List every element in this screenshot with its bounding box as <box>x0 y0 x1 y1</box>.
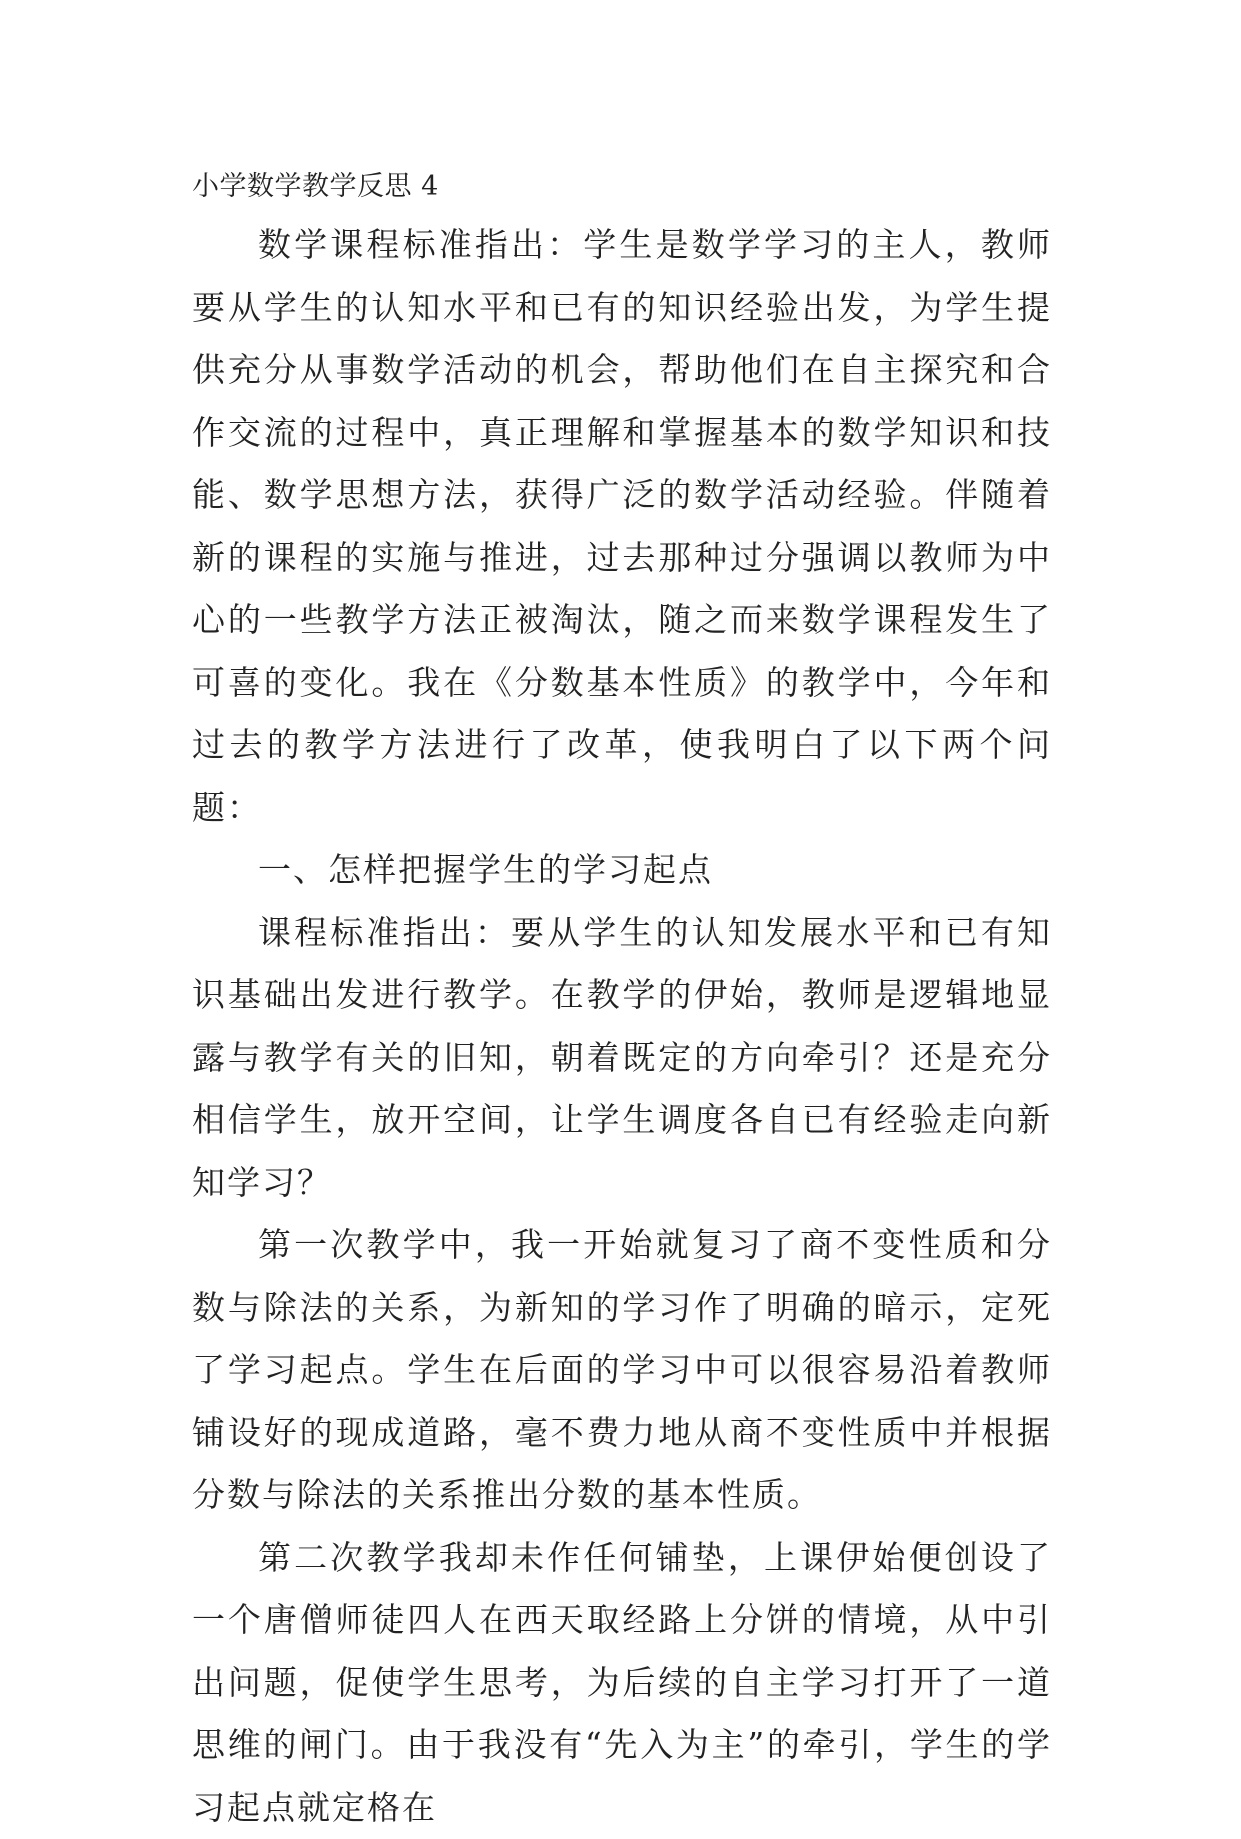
paragraph-intro: 数学课程标准指出：学生是数学学习的主人，教师要从学生的认知水平和已有的知识经验出发，为学生提供充分从事数学活动的机会，帮助他们在自主探究和合作交流的过程中，真正理解和掌握基本的数学知识和技能、数学思想方法，获得广泛的数学活动经验。伴随着新的课程的实施与推进，过去那种过分强调以教师为中心的一些教学方法正被淘汰，随之而来数学课程发生了可喜的变化。我在《分数基本性质》的教学中，今年和过去的教学方法进行了改革，使我明白了以下两个问题： <box>192 214 1052 839</box>
paragraph-first-teaching: 第一次教学中，我一开始就复习了商不变性质和分数与除法的关系，为新知的学习作了明确的暗示，定死了学习起点。学生在后面的学习中可以很容易沿着教师铺设好的现成道路，毫不费力地从商不变性质中并根据分数与除法的关系推出分数的基本性质。 <box>192 1214 1052 1527</box>
document-body <box>192 160 1052 1839</box>
paragraph-second-teaching: 第二次教学我却未作任何铺垫，上课伊始便创设了一个唐僧师徒四人在西天取经路上分饼的情境，从中引出问题，促使学生思考，为后续的自主学习打开了一道思维的闸门。由于我没有“先入为主”的牵引，学生的学习起点就定格在 <box>192 1527 1052 1839</box>
section-heading-1: 一、怎样把握学生的学习起点 <box>192 839 1052 902</box>
paragraph-curriculum-standard: 课程标准指出：要从学生的认知发展水平和已有知识基础出发进行教学。在教学的伊始，教师是逻辑地显露与教学有关的旧知，朝着既定的方向牵引？还是充分相信学生，放开空间，让学生调度各自已有经验走向新知学习？ <box>192 902 1052 1215</box>
document-title: 小学数学教学反思 4 <box>192 160 1052 214</box>
